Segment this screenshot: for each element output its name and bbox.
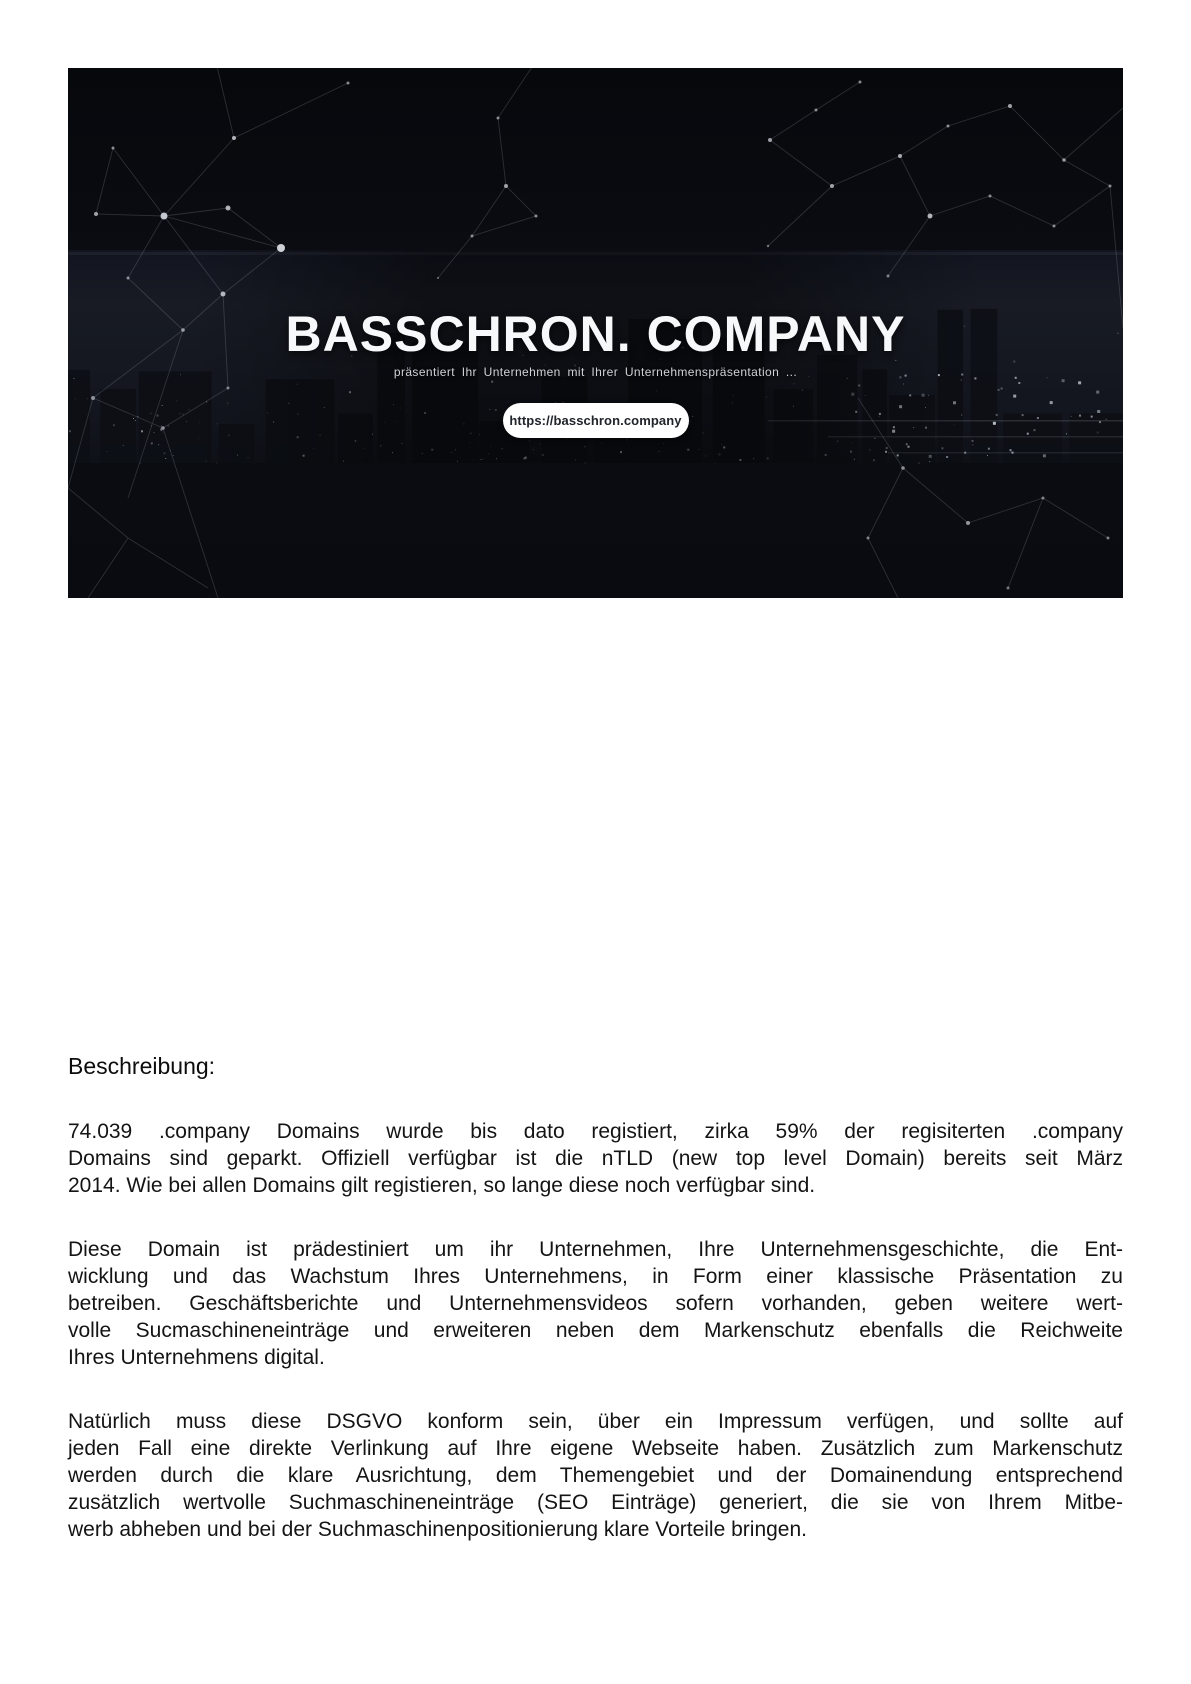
paragraph-line: 2014. Wie bei allen Domains gilt registieren, so lange diese noch verfügbar sind. [68, 1174, 816, 1197]
paragraph [68, 1408, 1123, 1543]
paragraph-line: Natürlich muss diese DSGVO konform sein, über ein Impressum verfügen, und sollte auf [68, 1410, 1123, 1433]
banner-subtitle: präsentiert Ihr Unternehmen mit Ihrer Unternehmenspräsentation ... [393, 365, 798, 379]
paragraph-line: werden durch die klare Ausrichtung, dem Themengebiet und der Domainendung entsprechend [68, 1464, 1123, 1487]
banner-image [68, 68, 1123, 598]
description-section [68, 1052, 1123, 1543]
paragraph-line: Diese Domain ist prädestiniert um ihr Unternehmen, Ihre Unternehmensgeschichte, die Ent- [68, 1238, 1123, 1261]
banner-title: BASSCHRON. COMPANY [285, 306, 906, 362]
paragraph-line: Ihres Unternehmens digital. [68, 1346, 325, 1369]
paragraph [68, 1236, 1123, 1371]
description-heading: Beschreibung: [68, 1053, 216, 1079]
paragraph [68, 1118, 1123, 1199]
banner-url-text: https://basschron.company [509, 413, 682, 428]
paragraph-line: zusätzlich wertvolle Suchmaschineneinträge (SEO Einträge) generiert, die sie von Ihrem Mitbe- [68, 1491, 1123, 1514]
paragraph-line: 74.039 .company Domains wurde bis dato registiert, zirka 59% der regisiterten .company [68, 1120, 1123, 1143]
paragraph-line: volle Sucmaschineneinträge und erweiteren neben dem Markenschutz ebenfalls die Reichweite [68, 1319, 1123, 1342]
paragraph-line: jeden Fall eine direkte Verlinkung auf Ihre eigene Webseite haben. Zusätzlich zum Markenschutz [68, 1437, 1123, 1460]
paragraph-line: werb abheben und bei der Suchmaschinenpositionierung klare Vorteile bringen. [68, 1518, 807, 1541]
paragraph-line: wicklung und das Wachstum Ihres Unternehmens, in Form einer klassische Präsentation zu [68, 1265, 1123, 1288]
description-paragraphs [68, 1118, 1123, 1543]
banner-url-pill[interactable] [503, 403, 689, 438]
paragraph-line: betreiben. Geschäftsberichte und Unternehmensvideos sofern vorhanden, geben weitere wert- [68, 1292, 1123, 1315]
paragraph-line: Domains sind geparkt. Offiziell verfügbar ist die nTLD (new top level Domain) bereits seit März [68, 1147, 1123, 1170]
